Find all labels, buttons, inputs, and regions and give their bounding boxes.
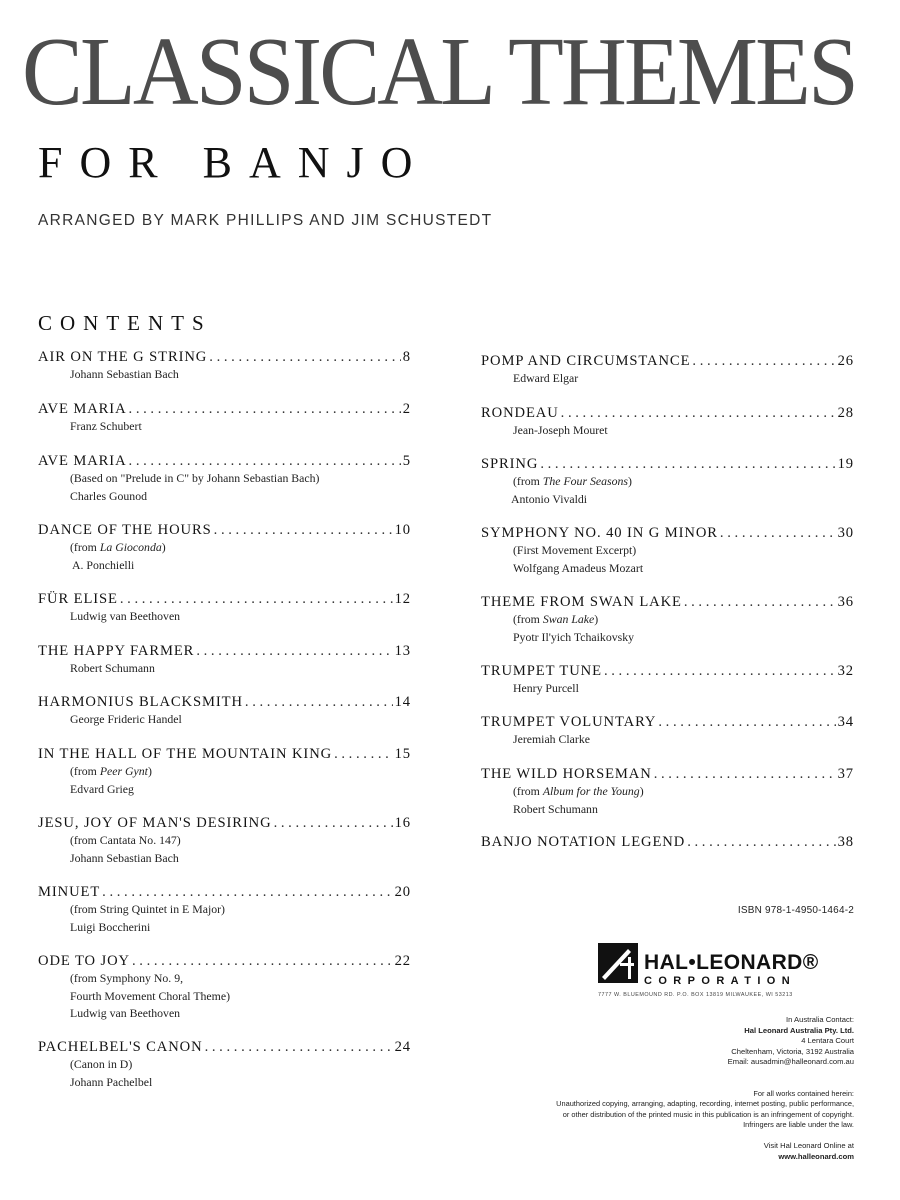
contact-company: Hal Leonard Australia Pty. Ltd. [744,1025,854,1035]
entry-source: (from Swan Lake) [513,612,599,626]
entry-source: (from Symphony No. 9, [70,971,184,985]
contents-entry [38,400,411,436]
entry-title: JESU, JOY OF MAN'S DESIRING [38,815,272,831]
contents-entry [38,745,411,798]
entry-composer: Edvard Grieg [70,781,134,796]
entry-composer: Charles Gounod [70,488,147,503]
entry-page: 22 [394,953,411,969]
logo-corporation: CORPORATION [644,975,797,987]
contact-line: Cheltenham, Victoria, 3192 Australia [731,1046,854,1056]
contact-email: Email: ausadmin@halleonard.com.au [727,1057,854,1067]
entry-page: 28 [837,405,854,421]
entry-page: 30 [837,525,854,541]
entry-title: BANJO NOTATION LEGEND [481,834,686,850]
logo-wordmark: HAL•LEONARD® [644,951,819,974]
entry-source: (from La Gioconda) [70,540,166,554]
entry-composer: Jean-Joseph Mouret [513,423,608,437]
entry-title: HARMONIUS BLACKSMITH [38,694,243,710]
entry-title: FÜR ELISE [38,591,118,607]
entry-composer: Ludwig van Beethoven [70,609,181,623]
entry-title: PACHELBEL'S CANON [38,1039,203,1055]
entry-title: IN THE HALL OF THE MOUNTAIN KING [38,746,333,762]
notice-line: or other distribution of the printed music in this publication is an infringement of copyright. [562,1109,854,1119]
entry-composer: Ludwig van Beethoven [70,1006,181,1020]
entry-page: 10 [394,522,411,538]
contents-entry [38,814,411,867]
notice-line: For all works contained herein: [753,1089,854,1098]
entry-composer: Wolfgang Amadeus Mozart [513,560,644,575]
entry-composer: Johann Sebastian Bach [70,850,179,865]
entry-source: (from Cantata No. 147) [70,833,181,847]
contents-entry [481,524,854,577]
entry-page: 15 [394,746,411,762]
entry-title: RONDEAU [481,405,559,421]
entry-composer: Franz Schubert [70,419,142,433]
entry-page: 36 [837,594,854,610]
entry-page: 13 [394,643,411,659]
entry-title: DANCE OF THE HOURS [38,522,212,538]
page-title: CLASSICAL THEMES [22,18,856,126]
entry-source: (Based on "Prelude in C" by Johann Sebastian Bach) [70,471,320,485]
contents-entry [38,642,411,678]
notice-line: Infringers are liable under the law. [743,1120,854,1130]
entry-page: 12 [394,591,411,607]
contact-line: In Australia Contact: [786,1015,854,1024]
entry-page: 2 [402,401,411,417]
entry-page: 20 [394,884,411,900]
entry-page: 14 [394,694,411,710]
entry-composer: Pyotr Il'yich Tchaikovsky [513,629,635,644]
entry-page: 5 [402,453,411,469]
entry-title: THE HAPPY FARMER [38,643,195,659]
logo-emblem-icon [598,943,638,983]
contents-entry [481,404,854,440]
entry-page: 26 [837,353,854,369]
entry-page: 32 [837,663,854,679]
contents-entry [38,521,411,574]
entry-composer: Antonio Vivaldi [511,491,588,506]
contents-entry [38,348,411,384]
entry-composer: Robert Schumann [70,661,155,675]
contents-heading: CONTENTS [38,311,212,335]
entry-title: AVE MARIA [38,453,127,469]
entry-source: (from The Four Seasons) [513,474,632,488]
entry-page: 37 [837,766,854,782]
entry-composer: Johann Sebastian Bach [70,367,179,381]
entry-source: (Canon in D) [70,1057,133,1071]
contents-entry [481,455,854,508]
entry-title: THE WILD HORSEMAN [481,766,652,782]
entry-title: TRUMPET TUNE [481,663,602,679]
contents-entry [38,590,411,626]
entry-composer: Luigi Boccherini [70,919,151,934]
entry-composer: George Frideric Handel [70,712,182,726]
entry-composer: A. Ponchielli [72,557,135,572]
entry-title: TRUMPET VOLUNTARY [481,714,657,730]
arranger-credit: ARRANGED BY MARK PHILLIPS AND JIM SCHUSTEDT [38,212,493,229]
entry-title: SPRING [481,456,539,472]
entry-title: THEME FROM SWAN LAKE [481,594,682,610]
entry-composer: Henry Purcell [513,681,579,695]
entry-source: (from String Quintet in E Major) [70,902,225,916]
entry-source: Fourth Movement Choral Theme) [70,988,230,1003]
contents-entry [38,1038,411,1091]
contents-entry [481,662,854,698]
entry-source: (First Movement Excerpt) [513,543,637,557]
contents-entry [481,593,854,646]
entry-page: 38 [837,834,854,850]
entry-composer: Johann Pachelbel [70,1074,153,1089]
copyright-notice [414,1089,854,1131]
isbn: ISBN 978-1-4950-1464-2 [737,905,854,916]
entry-title: POMP AND CIRCUMSTANCE [481,353,691,369]
entry-source: (from Album for the Young) [513,784,644,798]
entry-title: MINUET [38,884,101,900]
entry-source: (from Peer Gynt) [70,764,152,778]
entry-title: SYMPHONY NO. 40 IN G MINOR [481,525,718,541]
hal-leonard-logo [598,941,856,1003]
contents-entry [481,765,854,818]
contents-entry [481,833,854,851]
visit-line: Visit Hal Leonard Online at [763,1141,854,1150]
entry-page: 24 [394,1039,411,1055]
website-url: www.halleonard.com [778,1151,854,1161]
entry-page: 16 [394,815,411,831]
contact-line: 4 Lentara Court [801,1036,854,1046]
entry-title: AIR ON THE G STRING [38,349,208,365]
contents-entry [481,352,854,388]
contents-entry [38,883,411,936]
notice-line: Unauthorized copying, arranging, adapting, recording, internet posting, public performance, [556,1099,854,1109]
contents-entry [38,952,411,1023]
entry-composer: Robert Schumann [513,801,598,816]
entry-page: 19 [837,456,854,472]
contents-entry [38,693,411,729]
entry-composer: Jeremiah Clarke [513,732,590,746]
entry-composer: Edward Elgar [513,371,579,385]
page-subtitle: FOR BANJO [38,138,430,187]
contents-entry [38,452,411,505]
entry-page: 34 [837,714,854,730]
publisher-address: 7777 W. BLUEMOUND RD. P.O. BOX 13819 MILWAUKEE, WI 53213 [598,992,793,998]
website-info [594,1141,854,1162]
entry-title: ODE TO JOY [38,953,130,969]
entry-page: 8 [402,349,411,365]
australia-contact [594,1015,854,1068]
contents-entry [481,713,854,749]
entry-title: AVE MARIA [38,401,127,417]
